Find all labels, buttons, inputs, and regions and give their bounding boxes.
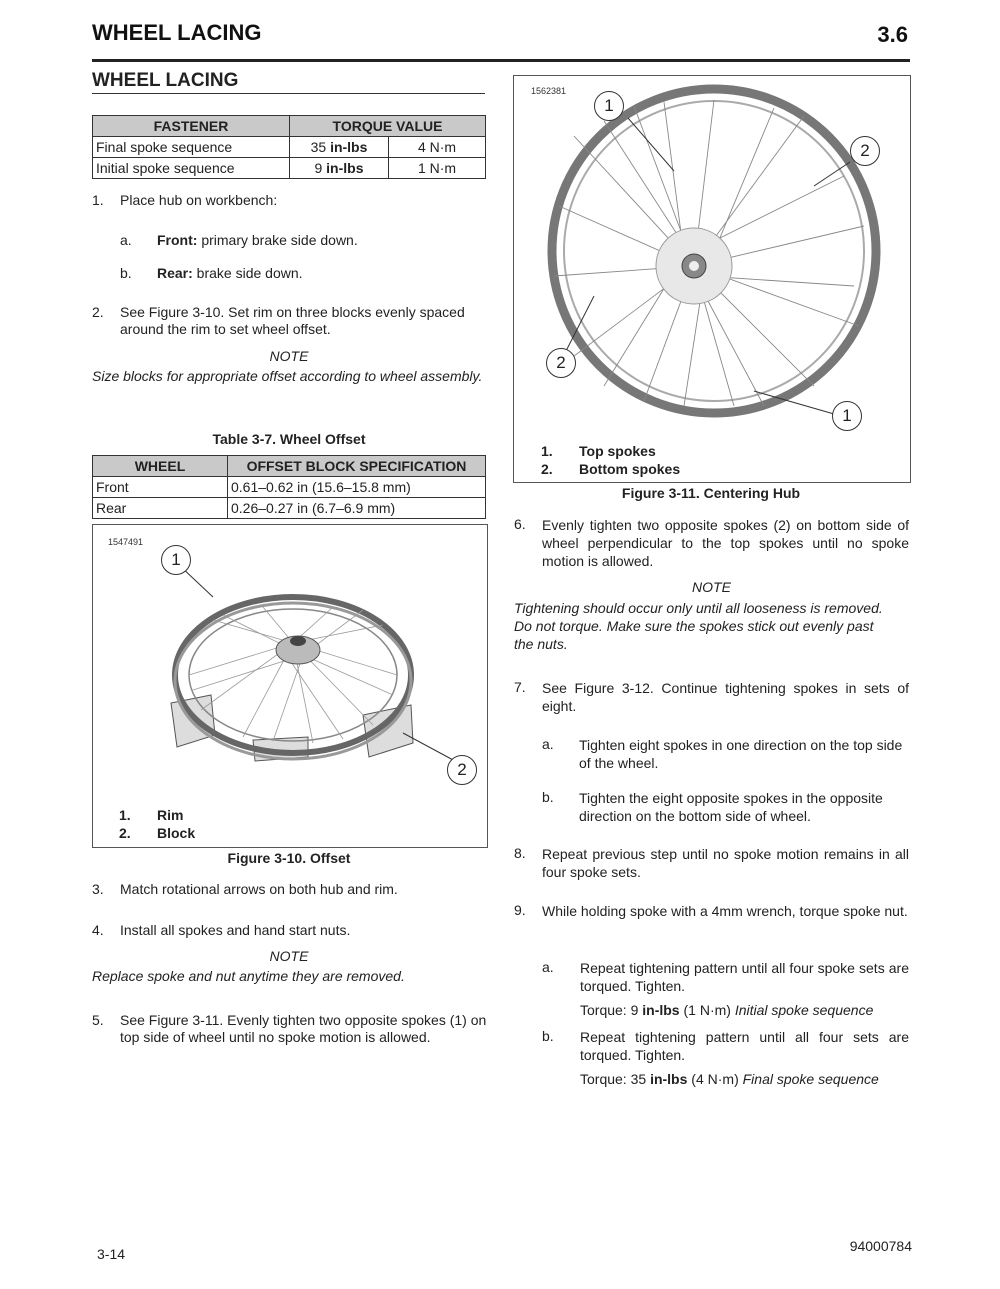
table-row xyxy=(93,158,486,179)
substep-text: Repeat tightening pattern until all four sets are torqued. Tighten. xyxy=(580,1029,909,1063)
step-text: Repeat previous step until no spoke motion remains in all four spoke sets. xyxy=(542,846,909,880)
step-number: 6. xyxy=(514,516,526,532)
step-text: Place hub on workbench: xyxy=(120,192,278,208)
spec-cell: 0.61–0.62 in (15.6–15.8 mm) xyxy=(228,477,486,498)
note-label: NOTE xyxy=(269,348,309,364)
spec-cell: 0.26–0.27 in (6.7–6.9 mm) xyxy=(228,498,486,519)
step-number: 9. xyxy=(514,902,526,918)
torque-nm-cell: 4 N·m xyxy=(389,137,486,158)
step-number: 5. xyxy=(92,1012,104,1028)
step-text: See Figure 3-10. Set rim on three blocks evenly spaced around the rim to set wheel offset. xyxy=(120,304,465,337)
figure-caption: Figure 3-10. Offset xyxy=(227,850,351,866)
header-rule xyxy=(92,59,910,62)
callout-1: 1 xyxy=(832,401,862,431)
step-text: Install all spokes and hand start nuts. xyxy=(120,922,351,938)
wheel-cell: Front xyxy=(93,477,228,498)
legend-label: Bottom spokes xyxy=(579,461,681,477)
document-number: 94000784 xyxy=(849,1238,912,1254)
substep-text: Tighten eight spokes in one direction on the top side of the wheel. xyxy=(579,737,903,771)
substep-number: b. xyxy=(120,265,132,281)
table-caption: Table 3-7. Wheel Offset xyxy=(212,431,366,447)
section-number: 3.6 xyxy=(877,22,908,47)
legend-number: 2. xyxy=(541,461,553,477)
torque-header-value: TORQUE VALUE xyxy=(290,116,486,137)
step-text: Evenly tighten two opposite spokes (2) on bottom side of wheel perpendicular to the top spokes until no spoke motion is allowed. xyxy=(542,517,909,569)
step-text: See Figure 3-11. Evenly tighten two opposite spokes (1) on top side of wheel until no spoke motion is allowed. xyxy=(120,1012,487,1045)
callout-1: 1 xyxy=(161,545,191,575)
step-number: 4. xyxy=(92,922,104,938)
legend-label: Block xyxy=(157,825,196,841)
figure-centering-hub xyxy=(513,75,911,483)
step-number: 7. xyxy=(514,679,526,695)
torque-nm-cell: 1 N·m xyxy=(389,158,486,179)
figure-id: 1547491 xyxy=(108,537,144,547)
table-row xyxy=(93,137,486,158)
page-number: 3-14 xyxy=(97,1246,126,1262)
substep-text: Tighten the eight opposite spokes in the opposite direction on the bottom side of wheel. xyxy=(579,790,883,824)
torque-table xyxy=(92,115,486,179)
table-row xyxy=(93,477,486,498)
offset-header-spec: OFFSET BLOCK SPECIFICATION xyxy=(228,456,486,477)
legend-number: 2. xyxy=(119,825,131,841)
note-label: NOTE xyxy=(269,948,309,964)
legend-label: Top spokes xyxy=(579,443,656,459)
torque-header-fastener: FASTENER xyxy=(93,116,290,137)
callout-2: 2 xyxy=(850,136,880,166)
substep-number: a. xyxy=(542,736,554,752)
section-title: WHEEL LACING xyxy=(92,70,485,94)
note-text: Replace spoke and nut anytime they are removed. xyxy=(92,968,405,984)
figure-id: 1562381 xyxy=(531,86,567,96)
substep-number: b. xyxy=(542,789,554,805)
fastener-cell: Initial spoke sequence xyxy=(93,158,290,179)
offset-header-wheel: WHEEL xyxy=(93,456,228,477)
wheel-cell: Rear xyxy=(93,498,228,519)
substep-number: a. xyxy=(120,232,132,248)
legend-number: 1. xyxy=(541,443,553,459)
legend-label: Rim xyxy=(157,807,184,823)
torque-spec: Torque: 35 in-lbs (4 N·m) Final spoke sequence xyxy=(580,1071,879,1087)
callout-2: 2 xyxy=(447,755,477,785)
note-label: NOTE xyxy=(692,579,731,595)
substep-text: Front: primary brake side down. xyxy=(157,232,358,248)
offset-table xyxy=(92,455,486,519)
callout-2: 2 xyxy=(546,348,576,378)
step-text: While holding spoke with a 4mm wrench, torque spoke nut. xyxy=(542,903,908,919)
substep-number: a. xyxy=(542,959,554,975)
fastener-cell: Final spoke sequence xyxy=(93,137,290,158)
wheel-offset-illustration xyxy=(93,525,487,847)
step-number: 3. xyxy=(92,881,104,897)
torque-inlbs-cell: 35 in-lbs xyxy=(290,137,389,158)
step-number: 1. xyxy=(92,192,104,208)
step-number: 2. xyxy=(92,304,104,320)
step-number: 8. xyxy=(514,845,526,861)
note-text: Tightening should occur only until all looseness is removed. Do not torque. Make sure the spokes stick out evenly past the nuts. xyxy=(514,600,883,652)
substep-text: Rear: brake side down. xyxy=(157,265,303,281)
step-text: Match rotational arrows on both hub and rim. xyxy=(120,881,398,897)
page-header-title: WHEEL LACING xyxy=(92,20,262,45)
torque-inlbs-cell: 9 in-lbs xyxy=(290,158,389,179)
substep-text: Repeat tightening pattern until all four spoke sets are torqued. Tighten. xyxy=(580,960,909,994)
callout-1: 1 xyxy=(594,91,624,121)
table-row xyxy=(93,498,486,519)
step-text: See Figure 3-12. Continue tightening spokes in sets of eight. xyxy=(542,680,909,714)
legend-number: 1. xyxy=(119,807,131,823)
torque-spec: Torque: 9 in-lbs (1 N·m) Initial spoke sequence xyxy=(580,1002,874,1018)
note-text: Size blocks for appropriate offset according to wheel assembly. xyxy=(92,368,483,384)
substep-number: b. xyxy=(542,1028,554,1044)
figure-caption: Figure 3-11. Centering Hub xyxy=(621,485,801,501)
figure-offset xyxy=(92,524,488,848)
